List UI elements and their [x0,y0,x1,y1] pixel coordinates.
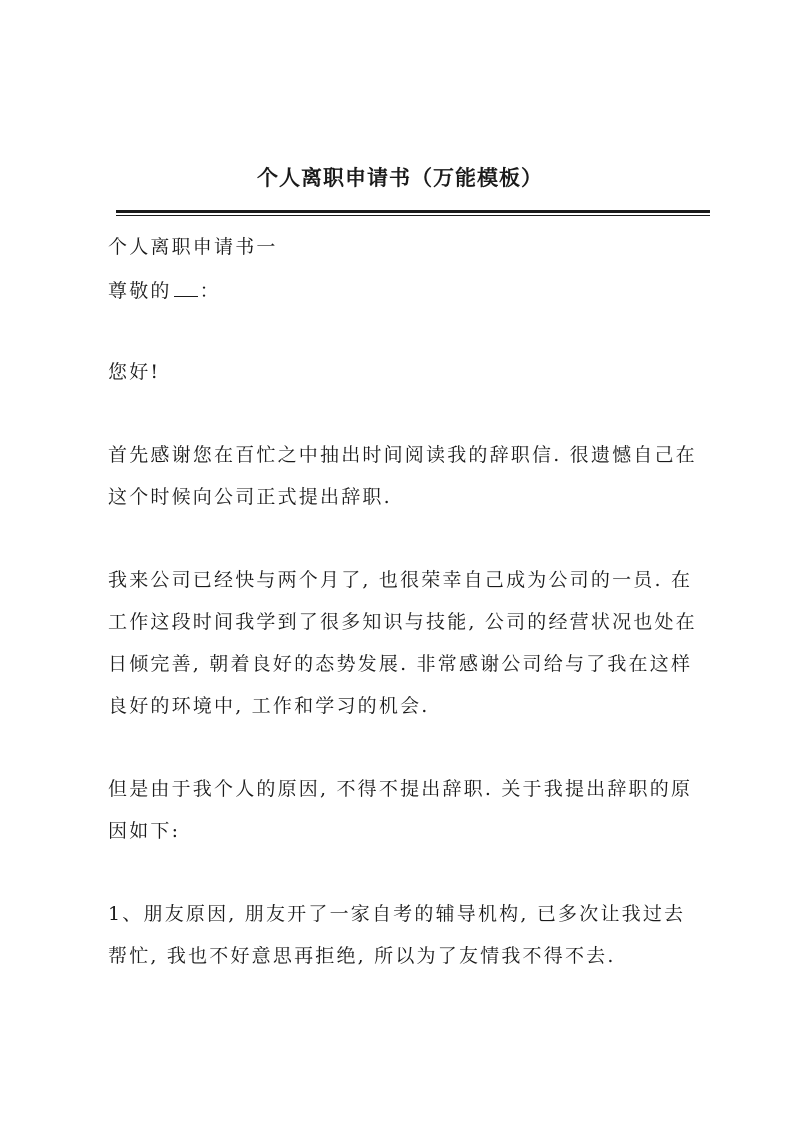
paragraph-2-line-2: 工作这段时间我学到了很多知识与技能, 公司的经营状况也处在 [108,611,697,633]
greeting: 您好! [108,361,161,383]
title-divider [116,210,710,216]
document-title: 个人离职申请书（万能模板） [257,165,543,190]
salutation-prefix: 尊敬的 [108,280,172,302]
paragraph-3-line-2: 因如下: [108,820,181,842]
paragraph-2-line-3: 日倾完善, 朝着良好的态势发展. 非常感谢公司给与了我在这样 [108,653,693,675]
paragraph-3-line-1: 但是由于我个人的原因, 不得不提出辞职. 关于我提出辞职的原 [108,778,693,800]
letter-heading: 个人离职申请书一 [108,236,278,258]
paragraph-1-line-2: 这个时候向公司正式提出辞职. [108,486,392,508]
paragraph-1-line-1: 首先感谢您在百忙之中抽出时间阅读我的辞职信. 很遗憾自己在 [108,444,697,466]
paragraph-4-line-1: 1、朋友原因, 朋友开了一家自考的辅导机构, 已多次让我过去 [108,903,686,925]
paragraph-4-line-2: 帮忙, 我也不好意思再拒绝, 所以为了友情我不得不去. [108,945,616,967]
salutation-suffix: ： [199,280,221,302]
paragraph-2-line-4: 良好的环境中, 工作和学习的机会. [108,695,430,717]
salutation [108,276,708,306]
recipient-blank [174,278,198,297]
paragraph-2-line-1: 我来公司已经快与两个月了, 也很荣幸自己成为公司的一员. 在 [108,569,693,591]
